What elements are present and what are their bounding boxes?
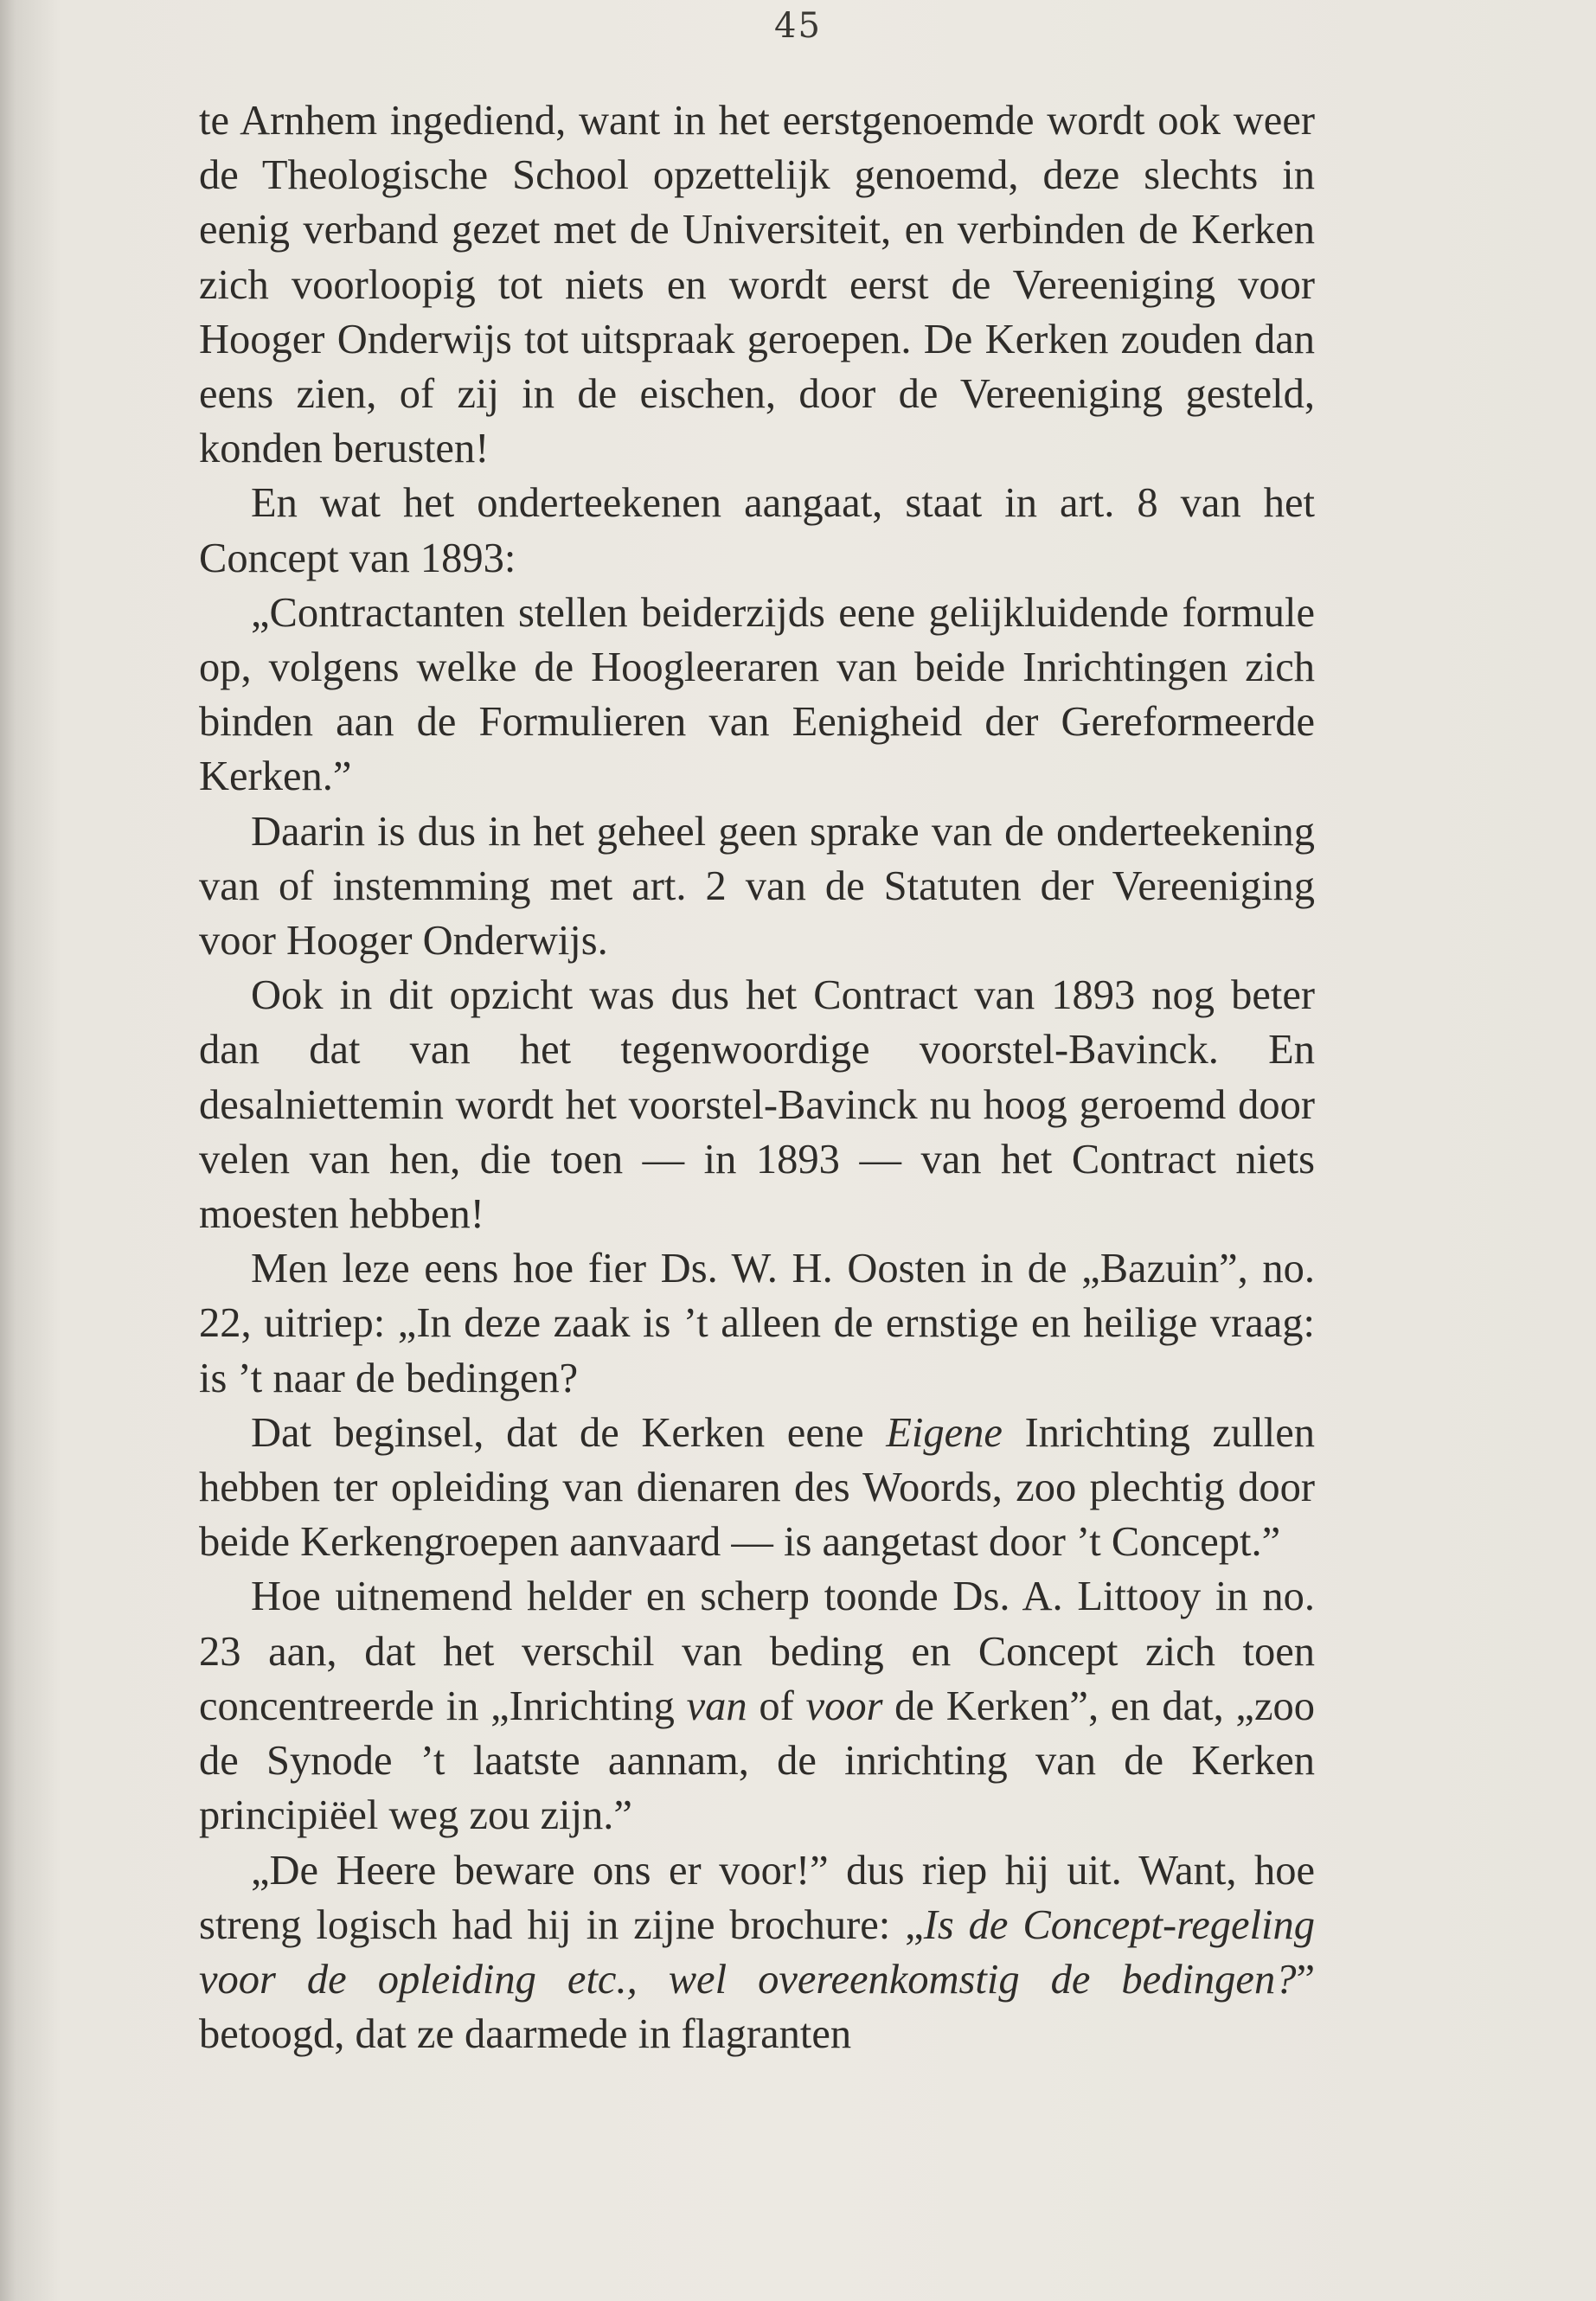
text-segment: ” betoogd, dat ze daarmede in flagranten — [199, 1956, 1315, 2058]
text-segment: of — [747, 1682, 806, 1729]
italic-brochure-title: Is de Concept-regeling voor de opleiding etc., wel overeenkomstig de bedingen? — [199, 1901, 1315, 2003]
text-segment: Men leze eens hoe fier Ds. W. H. Oosten in de „Bazuin”, no. 22, uitriep: „In deze zaak is ’t alleen de ernstige en heilige vraag: is ’t naar de bedingen? — [199, 1246, 1315, 1401]
text-segment: Daarin is dus in het geheel geen sprake van de onderteekening van of instemming met art. 2 van de Statuten der Vereeniging voor Hooger Onderwijs. — [199, 808, 1315, 965]
italic-emphasis: Eigene — [886, 1409, 1003, 1456]
paragraph — [199, 93, 1315, 476]
paragraph — [199, 804, 1315, 969]
text-segment: „De Heere beware ons er voor!” dus riep hij uit. Want, hoe streng logisch had hij in zijne brochure: „ — [199, 1847, 1315, 1948]
paragraph — [199, 1406, 1315, 1570]
text-segment: Dat beginsel, dat de Kerken eene — [251, 1409, 887, 1456]
paragraph — [199, 1241, 1315, 1406]
text-segment: En wat het onderteekenen aangaat, staat in art. 8 van het Concept van 1893: — [199, 480, 1315, 581]
italic-emphasis: voor — [805, 1682, 883, 1729]
paragraph — [199, 476, 1315, 585]
text-segment: Ook in dit opzicht was dus het Contract van 1893 nog beter dan dat van het tegenwoordige voorstel-Bavinck. En desalniettemin wordt het voorstel-Bavinck nu hoog geroemd door velen van hen, die toen — in 1893 — van het Contract niets moesten hebben! — [199, 972, 1315, 1238]
paragraph — [199, 968, 1315, 1241]
text-segment: Inrichting zullen hebben ter opleiding van dienaren des Woords, zoo plechtig door beide Kerkengroepen aanvaard — is aangetast door ’t Concept.” — [199, 1409, 1315, 1566]
italic-emphasis: van — [686, 1682, 747, 1729]
body-text — [199, 93, 1315, 2061]
paragraph — [199, 1843, 1315, 2062]
page-number: 45 — [774, 6, 822, 46]
paragraph — [199, 1569, 1315, 1843]
text-segment: „Contractanten stellen beiderzijds eene gelijkluidende formule op, volgens welke de Hoogleeraren van beide Inrichtingen zich binden aan de Formulieren van Eenigheid der Gereformeerde Kerken.” — [199, 589, 1315, 800]
quotation-paragraph — [199, 586, 1315, 804]
text-segment: de Kerken”, en dat, „zoo de Synode ’t laatste aannam, de inrichting van de Kerken principiëel weg zou zijn.” — [199, 1682, 1315, 1839]
text-segment: te Arnhem ingediend, want in het eerstgenoemde wordt ook weer de Theologische School opzettelijk genoemd, deze slechts in eenig verband gezet met de Universiteit, en verbinden de Kerken zich voorloopig tot niets en wordt eerst de Vereeniging voor Hooger Onderwijs tot uitspraak geroepen. De Kerken zouden dan eens zien, of zij in de eischen, door de Vereeniging gesteld, konden berusten! — [199, 98, 1315, 472]
text-segment: Hoe uitnemend helder en scherp toonde Ds. A. Littooy in no. 23 aan, dat het verschil van beding en Concept zich toen concentreerde in „Inrichting — [199, 1574, 1315, 1729]
